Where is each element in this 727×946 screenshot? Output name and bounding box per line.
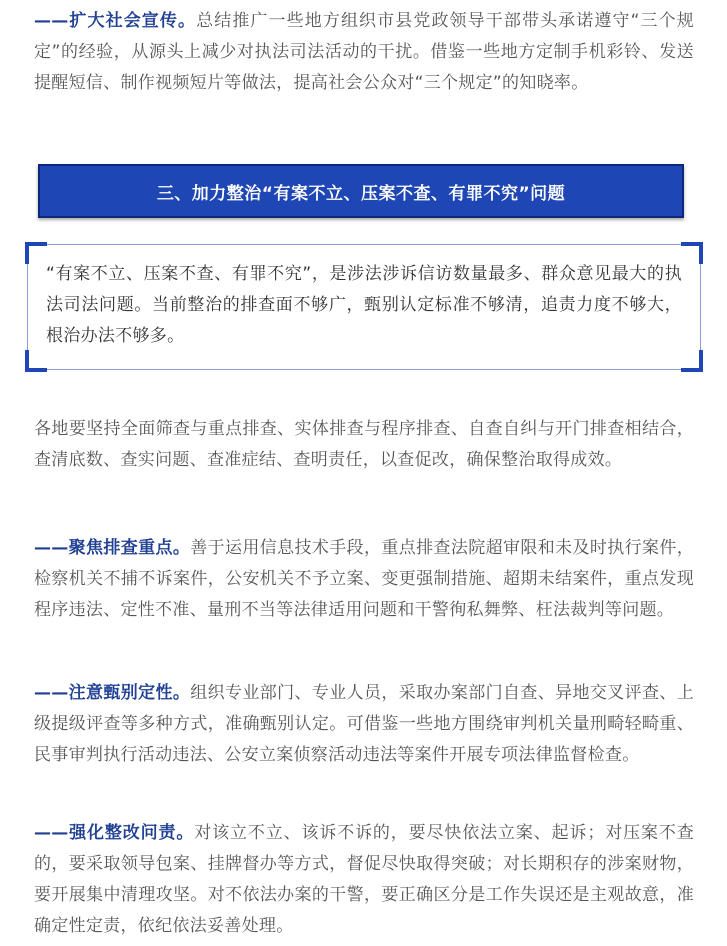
section-header-box — [38, 164, 684, 218]
focus-lead: ——聚焦排查重点。 — [34, 538, 191, 558]
focus-paragraph — [34, 533, 694, 626]
frame-corner-bottom-left — [25, 350, 47, 372]
intro-paragraph: 各地要坚持全面筛查与重点排查、实体排查与程序排查、自查自纠与开门排查相结合，查清底数、查实问题、查准症结、查明责任，以查促改，确保整治取得成效。 — [34, 419, 694, 470]
section-header-title: 三、加力整治“有案不立、压案不查、有罪不究”问题 — [156, 183, 566, 204]
propaganda-lead: ——扩大社会宣传。 — [34, 11, 197, 31]
quote-text: “有案不立、压案不查、有罪不究”，是涉法涉诉信访数量最多、群众意见最大的执法司法问题。当前整治的排查面不够广，甄别认定标准不够清，追责力度不够大，根治办法不够多。 — [46, 264, 682, 346]
rectify-paragraph — [34, 818, 694, 942]
screening-lead: ——注意甄别定性。 — [34, 683, 191, 703]
frame-corner-top-right — [681, 242, 703, 264]
propaganda-paragraph — [34, 6, 694, 99]
frame-corner-bottom-right — [681, 350, 703, 372]
rectify-lead: ——强化整改问责。 — [34, 823, 195, 843]
screening-body: 组织专业部门、专业人员，采取办案部门自查、异地交叉评查、上级提级评查等多种方式，准确甄别认定。可借鉴一些地方围绕审判机关量刑畸轻畸重、民事审判执行活动违法、公安立案侦察活动违法等案件开展专项法律监督检查。 — [34, 683, 694, 765]
screening-paragraph — [34, 678, 694, 771]
quote-frame — [27, 244, 701, 370]
frame-corner-top-left — [25, 242, 47, 264]
propaganda-body: 总结推广一些地方组织市县党政领导干部带头承诺遵守“三个规定”的经验，从源头上减少对执法司法活动的干扰。借鉴一些地方定制手机彩铃、发送提醒短信、制作视频短片等做法，提高社会公众对“三个规定”的知晓率。 — [34, 11, 694, 93]
rectify-body: 对该立不立、该诉不诉的，要尽快依法立案、起诉；对压案不查的，要采取领导包案、挂牌督办等方式，督促尽快取得突破；对长期积存的涉案财物，要开展集中清理攻坚。对不依法办案的干警，要正确区分是工作失误还是主观故意，准确定性定责，依纪依法妥善处理。 — [34, 823, 694, 936]
focus-body: 善于运用信息技术手段，重点排查法院超审限和未及时执行案件，检察机关不捕不诉案件，公安机关不予立案、变更强制措施、超期未结案件，重点发现程序违法、定性不准、量刑不当等法律适用问题和干警徇私舞弊、枉法裁判等问题。 — [34, 538, 694, 620]
